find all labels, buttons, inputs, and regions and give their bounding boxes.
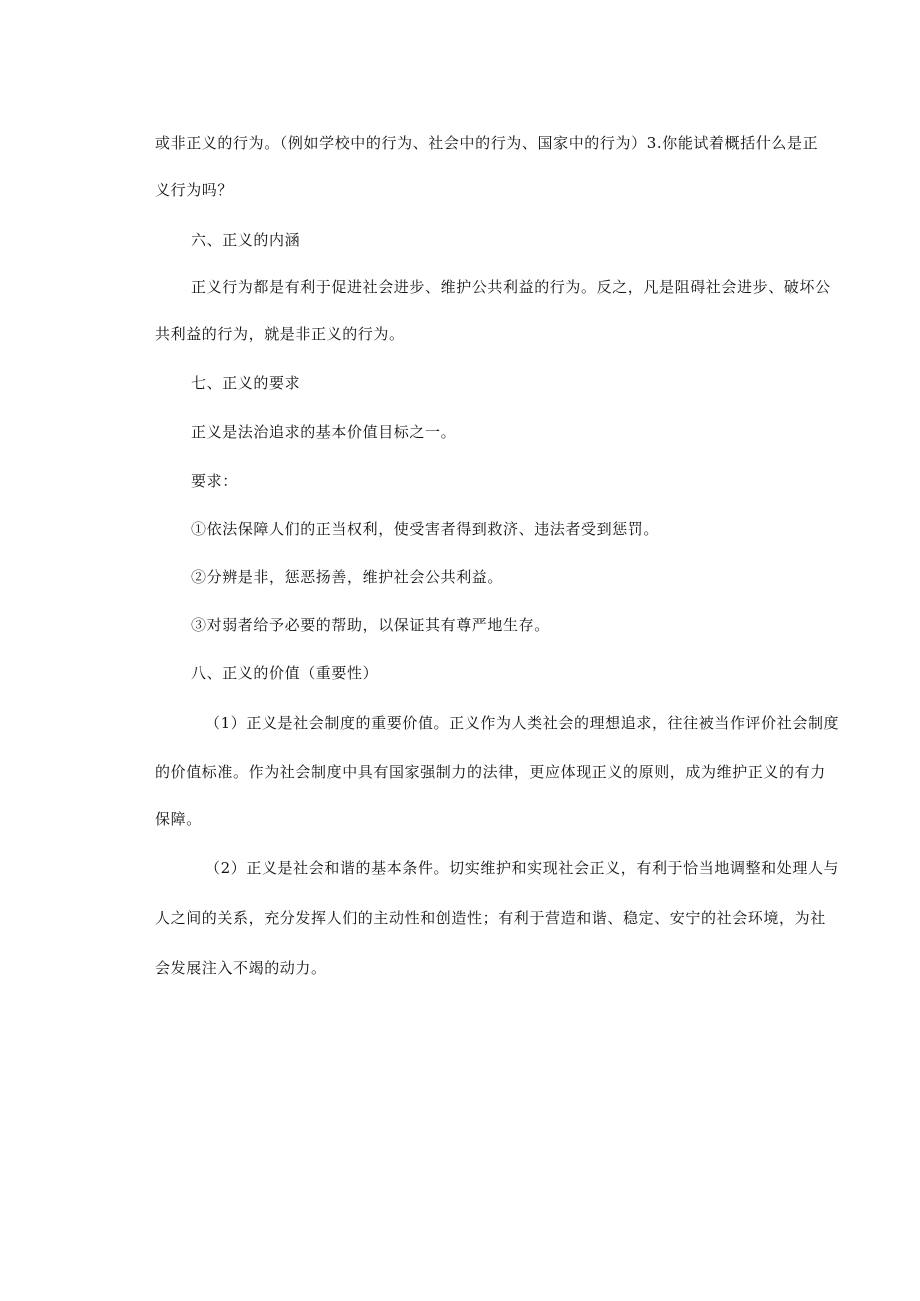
text-line: 保障。 [155,810,202,828]
text-line: 或非正义的行为。（例如学校中的行为、社会中的行为、国家中的行为）3.你能试着概括什么是正 [155,134,819,152]
list-item: ③对弱者给予必要的帮助，以保证其有尊严地生存。 [191,616,550,634]
section-heading-6: 六、正义的内涵 [191,231,301,249]
section-heading-7: 七、正义的要求 [191,374,301,392]
text-line: 共利益的行为，就是非正义的行为。 [155,325,405,343]
text-line: 正义行为都是有利于促进社会进步、维护公共利益的行为。反之，凡是阻碍社会进步、破坏公 [191,278,831,296]
text-line: （2）正义是社会和谐的基本条件。切实维护和实现社会正义，有利于恰当地调整和处理人与 [205,859,840,877]
text-line: 的价值标准。作为社会制度中具有国家强制力的法律，更应体现正义的原则，成为维护正义的有力 [155,763,826,781]
text-line: 会发展注入不竭的动力。 [155,959,327,977]
list-item: ①依法保障人们的正当权利，使受害者得到救济、违法者受到惩罚。 [191,520,660,538]
text-line: 人之间的关系，充分发挥人们的主动性和创造性；有利于营造和谐、稳定、安宁的社会环境，为社 [155,909,826,927]
text-line: 正义是法治追求的基本价值目标之一。 [191,423,457,441]
list-item: ②分辨是非，惩恶扬善，维护社会公共利益。 [191,568,504,586]
text-line: （1）正义是社会制度的重要价值。正义作为人类社会的理想追求，往往被当作评价社会制度 [205,714,840,732]
section-heading-8: 八、正义的价值（重要性） [191,664,379,682]
text-line: 义行为吗？ [155,181,234,199]
text-line: 要求： [191,472,238,490]
